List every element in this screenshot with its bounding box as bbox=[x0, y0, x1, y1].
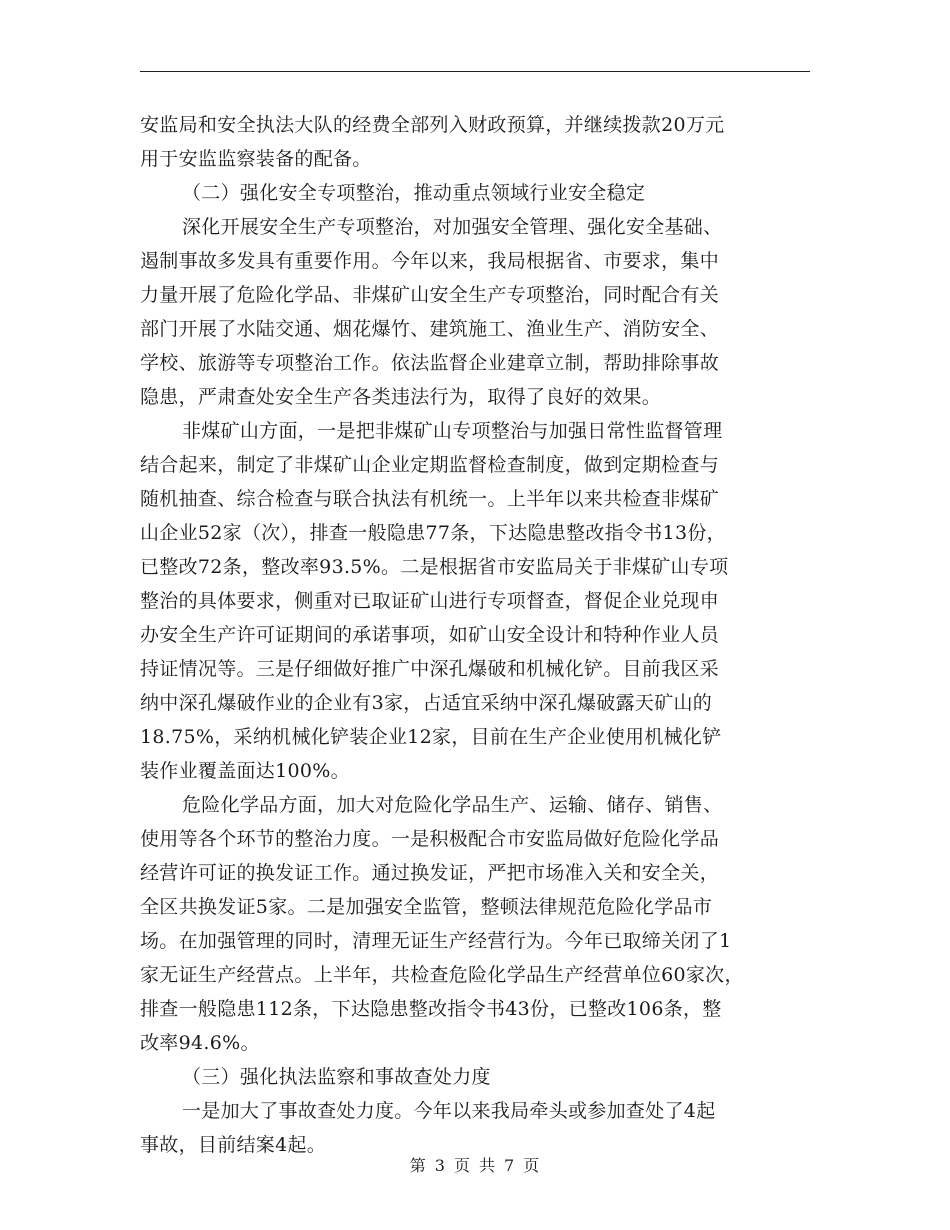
text-line: 已整改72条，整改率93.5%。二是根据省市安监局关于非煤矿山专项 bbox=[140, 556, 729, 578]
text-line: 山企业52家（次），排查一般隐患77条，下达隐患整改指令书13份， bbox=[140, 522, 726, 544]
text-line: 遏制事故多发具有重要作用。今年以来，我局根据省、市要求，集中 bbox=[140, 250, 720, 272]
text-line: 危险化学品方面，加大对危险化学品生产、运输、储存、销售、 bbox=[182, 794, 723, 816]
text-line: 事故，目前结案4起。 bbox=[140, 1134, 327, 1156]
footer-total-prefix: 共 bbox=[479, 1156, 497, 1175]
text-line: 纳中深孔爆破作业的企业有3家，占适宜采纳中深孔爆破露天矿山的 bbox=[140, 692, 713, 714]
header-rule bbox=[140, 71, 810, 72]
text-line: 全区共换发证5家。二是加强安全监管，整顿法律规范危险化学品市 bbox=[140, 896, 713, 918]
text-line: 结合起来，制定了非煤矿山企业定期监督检查制度，做到定期检查与 bbox=[140, 454, 720, 476]
text-line: 深化开展安全生产专项整治，对加强安全管理、强化安全基础、 bbox=[182, 216, 723, 238]
text-line: 随机抽查、综合检查与联合执法有机统一。上半年以来共检查非煤矿 bbox=[140, 488, 720, 510]
text-line: 用于安监监察装备的配备。 bbox=[140, 148, 372, 170]
document-body bbox=[140, 108, 820, 1162]
text-line: 整治的具体要求，侧重对已取证矿山进行专项督查，督促企业兑现申 bbox=[140, 590, 720, 612]
footer-middle: 页 bbox=[453, 1156, 471, 1175]
footer-prefix: 第 bbox=[409, 1156, 427, 1175]
total-pages: 7 bbox=[504, 1156, 516, 1175]
text-line: 安监局和安全执法大队的经费全部列入财政预算，并继续拨款20万元 bbox=[140, 114, 725, 136]
text-line: 一是加大了事故查处力度。今年以来我局牵头或参加查处了4起 bbox=[182, 1100, 716, 1122]
page-footer bbox=[0, 1153, 950, 1176]
text-line: 力量开展了危险化学品、非煤矿山安全生产专项整治，同时配合有关 bbox=[140, 284, 720, 306]
text-line: 经营许可证的换发证工作。通过换发证，严把市场准入关和安全关， bbox=[140, 862, 720, 884]
text-line: 家无证生产经营点。上半年，共检查危险化学品生产经营单位60家次， bbox=[140, 964, 744, 986]
text-line: 学校、旅游等专项整治工作。依法监督企业建章立制，帮助排除事故 bbox=[140, 352, 720, 374]
text-line: 装作业覆盖面达100%。 bbox=[140, 760, 350, 782]
text-line: 部门开展了水陆交通、烟花爆竹、建筑施工、渔业生产、消防安全、 bbox=[140, 318, 720, 340]
text-line: 非煤矿山方面，一是把非煤矿山专项整治与加强日常性监督管理 bbox=[182, 420, 723, 442]
text-line: 使用等各个环节的整治力度。一是积极配合市安监局做好危险化学品 bbox=[140, 828, 720, 850]
footer-suffix: 页 bbox=[523, 1156, 541, 1175]
text-line: 18.75%，采纳机械化铲装企业12家，目前在生产企业使用机械化铲 bbox=[140, 726, 722, 748]
text-line: 办安全生产许可证期间的承诺事项，如矿山安全设计和特种作业人员 bbox=[140, 624, 720, 646]
text-line: 改率94.6%。 bbox=[140, 1032, 260, 1054]
text-line: 隐患，严肃查处安全生产各类违法行为，取得了良好的效果。 bbox=[140, 386, 662, 408]
page-number: 3 bbox=[434, 1156, 446, 1175]
text-line: 持证情况等。三是仔细做好推广中深孔爆破和机械化铲。目前我区采 bbox=[140, 658, 720, 680]
text-line: 场。在加强管理的同时，清理无证生产经营行为。今年已取缔关闭了1 bbox=[140, 930, 732, 952]
section-heading: （三）强化执法监察和事故查处力度 bbox=[182, 1066, 491, 1088]
text-line: 排查一般隐患112条，下达隐患整改指令书43份，已整改106条，整 bbox=[140, 998, 722, 1020]
section-heading: （二）强化安全专项整治，推动重点领域行业安全稳定 bbox=[182, 182, 646, 204]
